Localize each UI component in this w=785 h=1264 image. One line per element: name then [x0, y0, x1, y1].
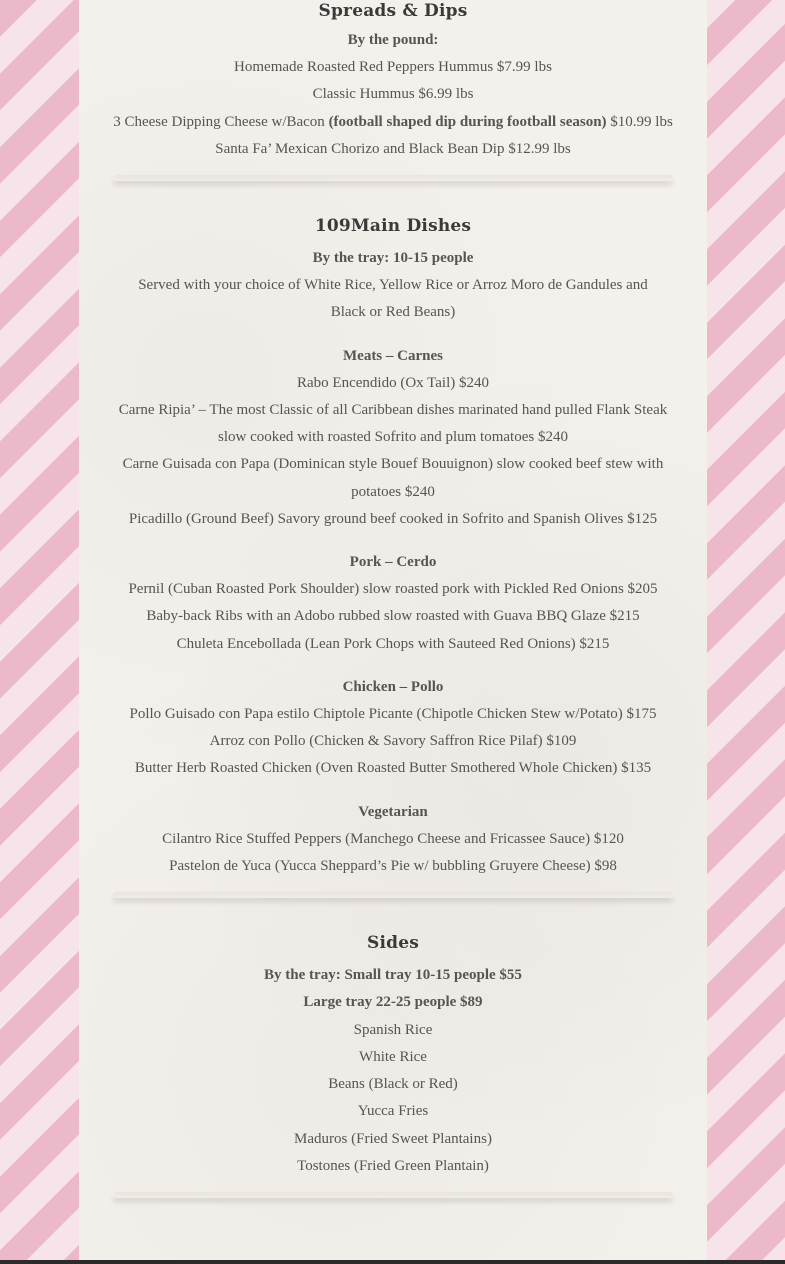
menu-item: Rabo Encendido (Ox Tail) $240 [297, 374, 489, 391]
main-served-note: Served with your choice of White Rice, Yellow Rice or Arroz Moro de Gandules and Black or Red Beans) [138, 277, 648, 321]
page-bottom-bar [0, 1260, 785, 1264]
spreads-item-note: (football shaped dip during football season) [328, 113, 607, 130]
spreads-item: Classic Hummus $6.99 lbs [312, 86, 474, 103]
menu-item: Chuleta Encebollada (Lean Pork Chops with Sauteed Red Onions) $215 [176, 635, 610, 652]
pork-heading: Pork – Cerdo [349, 554, 437, 571]
menu-item: Baby-back Ribs with an Adobo rubbed slow roasted with Guava BBQ Glaze $215 [146, 608, 640, 625]
spreads-item-text: 3 Cheese Dipping Cheese w/Bacon [113, 113, 329, 130]
menu-item: Picadillo (Ground Beef) Savory ground beef cooked in Sofrito and Spanish Olives $125 [128, 510, 658, 527]
menu-item: Pastelon de Yuca (Yucca Sheppard’s Pie w/ bubbling Gruyere Cheese) $98 [169, 858, 617, 875]
sides-title: Sides [366, 933, 419, 954]
meats-heading: Meats – Carnes [343, 347, 443, 364]
menu-item: Pernil (Cuban Roasted Pork Shoulder) slow roasted pork with Pickled Red Onions $205 [128, 581, 658, 598]
sides-section [79, 898, 707, 1180]
side-item: Yucca Fries [357, 1103, 429, 1120]
side-item: Beans (Black or Red) [328, 1076, 458, 1093]
side-item: Spanish Rice [353, 1021, 433, 1038]
menu-item: Carne Guisada con Papa (Dominican style Bouef Bouuignon) slow cooked beef stew with potatoes $240 [122, 456, 664, 500]
side-item: Tostones (Fried Green Plantain) [297, 1157, 489, 1174]
menu-item: Butter Herb Roasted Chicken (Oven Roasted Butter Smothered Whole Chicken) $135 [134, 760, 652, 777]
spreads-item: Homemade Roasted Red Peppers Hummus $7.99 lbs [234, 59, 552, 76]
section-divider [113, 1192, 673, 1198]
spreads-item [79, 109, 707, 136]
menu-paper [79, 0, 707, 1260]
sides-tray-large: Large tray 22-25 people $89 [303, 994, 483, 1011]
spreads-item: Santa Fa’ Mexican Chorizo and Black Bean Dip $12.99 lbs [215, 140, 571, 157]
menu-item: Cilantro Rice Stuffed Peppers (Manchego Cheese and Fricassee Sauce) $120 [162, 830, 624, 847]
main-tray-info: By the tray: 10-15 people [312, 250, 474, 267]
menu-content [79, 0, 707, 1198]
vegetarian-heading: Vegetarian [358, 803, 428, 820]
menu-item: Pollo Guisado con Papa estilo Chiptole Picante (Chipotle Chicken Stew w/Potato) $175 [129, 706, 657, 723]
chicken-heading: Chicken – Pollo [342, 678, 444, 695]
main-dishes-title: 109Main Dishes [314, 216, 472, 237]
side-item: White Rice [359, 1048, 427, 1065]
main-dishes-section [79, 181, 707, 880]
spreads-title: Spreads & Dips [318, 1, 468, 21]
spreads-section [79, 0, 707, 163]
spreads-subtitle: By the pound: [347, 32, 439, 48]
menu-item: Carne Ripia’ – The most Classic of all Caribbean dishes marinated hand pulled Flank Steak slow cooked with roasted Sofrito and plum tomatoes $240 [118, 402, 668, 446]
side-item: Maduros (Fried Sweet Plantains) [294, 1130, 492, 1147]
sides-tray-small: By the tray: Small tray 10-15 people $55 [264, 967, 522, 984]
spreads-item-price: $10.99 lbs [606, 113, 673, 130]
menu-item: Arroz con Pollo (Chicken & Savory Saffron Rice Pilaf) $109 [209, 733, 577, 750]
